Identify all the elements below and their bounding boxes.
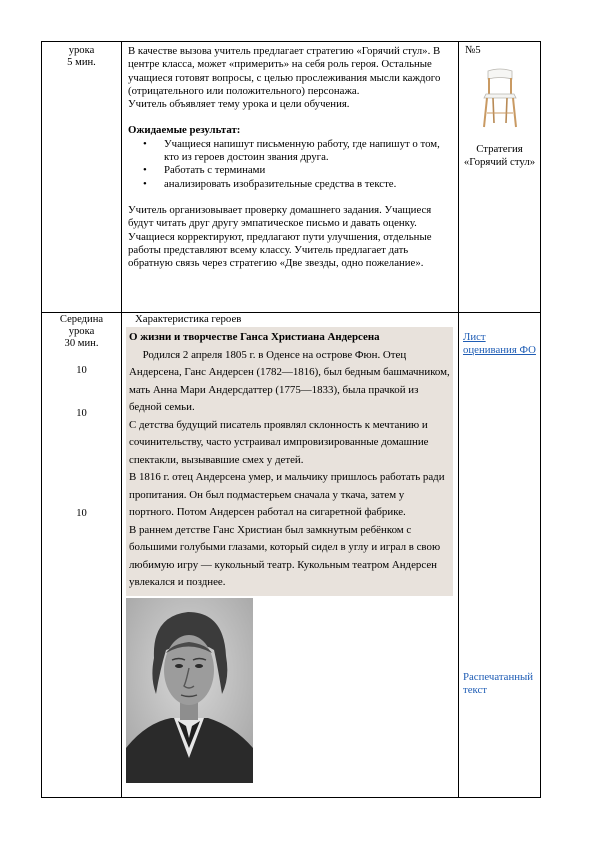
strategy-intro: В качестве вызова учитель предлагает стратегию «Горячий стул». В центре класса, может «примерить» на себя роль героя. Остальные учащиеся готовят вопросы, с целью прослеживания мысли каждого (отрицательного или положительного) персонажа.: [128, 45, 441, 97]
resource-cell: [459, 313, 541, 798]
expected-results-heading: Ожидаемые результат:: [128, 124, 241, 137]
andersen-portrait-image: [126, 598, 253, 783]
stage-label: урока: [68, 45, 95, 56]
list-item: • анализировать изобразительные средства в тексте.: [164, 178, 453, 191]
biography-block: [126, 327, 453, 596]
chair-image: [480, 67, 520, 129]
stage-cell: [42, 313, 122, 798]
biography-paragraph: Родился 2 апреля 1805 г. в Оденсе на острове Фюн. Отец Андерсена, Ганс Андерсен (1782—1816), был бедным башмачником, мать Анна Мари Андерсдаттер (1775—1833), была прачкой из бедной семьи.: [129, 348, 453, 413]
list-item: • Учащиеся напишут письменную работу, где напишут о том, кто из героев достоин звания друга.: [164, 138, 453, 165]
stage-label: Середина: [59, 314, 104, 325]
biography-paragraph: С детства будущий писатель проявлял склонность к мечтанию и сочинительству, часто устраивал импровизированные домашние спектакли, вызывавшие смех у детей.: [129, 418, 429, 466]
expected-results-list: [128, 138, 453, 191]
list-item: • Работать с терминами: [164, 164, 453, 177]
biography-title: О жизни и творчестве Ганса Христиана Андерсена: [129, 331, 380, 343]
time-mark: 10: [76, 407, 87, 419]
table-row: [42, 313, 541, 798]
time-mark: 10: [76, 364, 87, 376]
stage-label-2: урока: [68, 326, 95, 338]
section-subheading: Характеристика героев: [135, 313, 242, 325]
homework-check-text: Учитель организовывает проверку домашнего задания. Учащиеся будут читать друг другу эмпатическое письмо и давать оценку. Учащиеся корректируют, предлагают пути улучшения, отдельные работы представляют всему классу. Учитель предлагает дать обратную связь через стратегию «Две звезды, одно пожелание».: [128, 203, 432, 270]
stage-cell: [42, 42, 122, 313]
table-row: [42, 42, 541, 313]
activity-cell: [122, 313, 459, 798]
stage-duration: 5 мин.: [67, 57, 96, 69]
lesson-plan-table: [41, 41, 541, 798]
assessment-sheet-link[interactable]: Лист оценивания ФО: [463, 331, 536, 356]
biography-paragraph: В 1816 г. отец Андерсена умер, и мальчику пришлось работать ради пропитания. Он был подмастерьем сначала у ткача, затем у портного. Потом Андерсен работал на сигаретной фабрике.: [129, 471, 445, 518]
printed-text-note: Распечатанный текст: [463, 671, 534, 696]
stage-duration: 30 мин.: [64, 338, 99, 350]
topic-announcement: Учитель объявляет тему урока и цели обучения.: [128, 98, 350, 111]
biography-paragraph: В раннем детстве Ганс Христиан был замкнутым ребёнком с большими голубыми глазами, который сидел в углу и играл в свою любимую игру — кукольный театр. Кукольным театром Андерсен увлекался и позднее.: [129, 523, 441, 588]
strategy-caption: Стратегия «Горячий стул»: [463, 143, 536, 168]
activity-cell: [122, 42, 459, 313]
resource-cell: [459, 42, 541, 313]
time-mark: 10: [76, 508, 87, 520]
resource-number: №5: [465, 44, 481, 56]
